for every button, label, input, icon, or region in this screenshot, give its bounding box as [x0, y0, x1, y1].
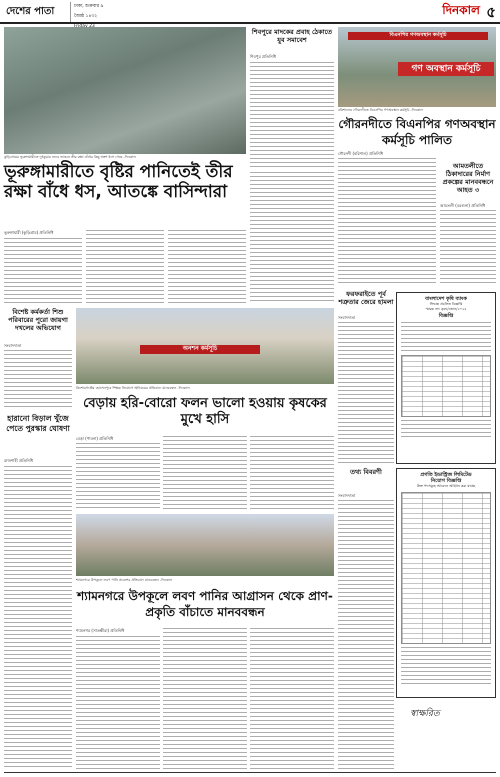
- boro-byline: বেড়া (পাবনা) প্রতিনিধি: [76, 436, 114, 441]
- bottom-mid-body: [338, 500, 394, 770]
- page-number: ৫: [486, 3, 496, 21]
- lead-body-col2: [86, 230, 164, 304]
- dispute-headline: ফরফরাইতে পূর্ব শত্রুতার জেরে হামলা: [338, 290, 394, 306]
- gournadi-caption: বরিশালের গৌরনদীতে বিএনপির গণঅবস্থান কর্মসূচি -দিনকাল: [338, 108, 423, 112]
- saline-byline: শ্যামনগর (সাতক্ষীরা) প্রতিনিধি: [76, 628, 125, 633]
- tender-table: [401, 355, 491, 417]
- lead-body-col1: [4, 238, 82, 304]
- tender-memo: স্মারক নং: কৃব্যা/জোন/২০২৫: [425, 306, 467, 311]
- tender-title: বাংলাদেশ কৃষি ব্যাংক: [425, 296, 467, 302]
- gournadi-banner-main: গণ অবস্থান কর্মসূচি: [398, 62, 494, 76]
- left-bottom-byline: রাজশাহী প্রতিনিধি: [4, 458, 34, 463]
- right-top-byline: আমতলী (বরগুনা) প্রতিনিধি: [440, 203, 486, 208]
- tender-subtitle: সিদ্ধান্ত প্রচলিত বিজ্ঞপ্তি: [429, 302, 463, 306]
- ad2-subtitle: নিয়োগ বিজ্ঞপ্তি: [430, 478, 462, 484]
- human-chain-banner: অনশন কর্মসূচি: [140, 345, 260, 354]
- saline-photo: [76, 514, 334, 576]
- tender-footnote: [401, 420, 491, 440]
- left-bottom-body: [4, 466, 72, 770]
- ad2-text: উক্ত পদসমূহে আবেদন আহ্বান করা যাচ্ছে: [416, 484, 476, 488]
- mid-left-body: [4, 350, 72, 408]
- boro-body-col3: [250, 436, 334, 509]
- gournadi-byline: গৌরনদী (বরিশাল) প্রতিনিধি: [338, 151, 384, 156]
- gournadi-headline: গৌরনদীতে বিএনপির গণঅবস্থান কর্মসূচি পালিত: [338, 117, 496, 147]
- tender-notice: [396, 292, 496, 464]
- bottom-rule: [4, 772, 496, 773]
- top-mid-byline: শিবপুর প্রতিনিধি: [250, 54, 276, 59]
- ad2-footnote: [401, 647, 491, 687]
- lead-body-col4: [250, 172, 334, 304]
- signature: স্বাক্ষরিত: [410, 709, 440, 719]
- gournadi-body: [338, 158, 436, 286]
- saline-body-col2: [163, 628, 247, 770]
- right-top-headline: আমতলীতে ঠিকাদারের নির্মাণ প্রকল্পের মানববন্ধনে আহত ৩: [442, 162, 494, 194]
- top-mid-body: [250, 62, 334, 168]
- left-bottom-headline: হারানো বিড়াল খুঁজে পেতে পুরস্কার ঘোষণা: [6, 414, 70, 433]
- boro-body-col2: [163, 436, 247, 509]
- gournadi-banner-top: বিএনপির গণঅবস্থান কর্মসূচি: [348, 32, 488, 40]
- saline-body-col1: [76, 636, 160, 770]
- lead-byline: ভূরুঙ্গামারী (কুড়িগ্রাম) প্রতিনিধি: [4, 230, 54, 235]
- dispute-body: [338, 322, 394, 464]
- tender-text: [401, 322, 491, 352]
- bottom-mid-byline: সংবাদদাতা: [338, 493, 356, 498]
- mid-left-headline: বিশেষ্ট কর্মকর্তা শিশু পরিবারের পুরো জায়গা দখলের অভিযোগ: [8, 308, 68, 332]
- right-top-body: [440, 210, 496, 286]
- mid-left-byline: সংবাদদাতা: [4, 343, 22, 348]
- ad2-table: [401, 492, 491, 644]
- saline-headline: শ্যামনগরে উপকূলে লবণ পানির আগ্রাসন থেকে প্রাণ-প্রকৃতি বাঁচাতে মানববন্ধন: [77, 589, 333, 619]
- human-chain-caption: কিশোরগঞ্জের হোসেনপুরে শিক্ষক নিয়োগে অনিয়মের প্রতিবাদে মানববন্ধন -দিনকাল: [76, 386, 190, 390]
- ad2-title: প্রগতি ইন্ডাস্ট্রিজ লিমিটেড: [420, 472, 472, 478]
- bottom-mid-headline: তথ্য বিবরণী: [350, 468, 382, 476]
- lead-body-col3: [168, 230, 246, 304]
- saline-body-col3: [250, 628, 334, 770]
- recruitment-ad: [396, 468, 496, 698]
- boro-body-col1: [76, 443, 160, 509]
- saline-caption: শ্যামনগরে উপকূলে লবণ পানি প্রবেশের প্রতিবাদে মানববন্ধন -দিনকাল: [76, 578, 173, 582]
- boro-headline: বেড়ায় হরি-বোরো ফলন ভালো হওয়ায় কৃষকের মুখে হাসি: [83, 396, 327, 427]
- lead-photo-caption: কুড়িগ্রামের ভূরুঙ্গামারীতে দুধকুমার নদের ভাঙনে তীর রক্ষা বাঁধের কিছু অংশ ধসে গেছে -দিনকাল: [4, 155, 136, 159]
- tender-notice-title: বিজ্ঞপ্তি: [438, 313, 454, 319]
- dispute-byline: সংবাদদাতা: [338, 315, 356, 320]
- section-title: দেশের পাতা: [6, 6, 55, 17]
- lead-headline: ভূরুঙ্গামারীতে বৃষ্টির পানিতেই তীর রক্ষা বাঁধে ধস, আতঙ্কে বাসিন্দারা: [4, 162, 233, 202]
- header-date: ঢাকা, শুক্রবার ৯ জ্যৈষ্ঠ ১৪৩২: [70, 2, 104, 22]
- newspaper-logo: দিনকাল: [442, 3, 480, 17]
- top-mid-headline: শিবপুরে মাদকের প্রবাহ ঠেকাতে যুব সমাবেশ: [251, 28, 333, 44]
- lead-photo: [4, 27, 246, 154]
